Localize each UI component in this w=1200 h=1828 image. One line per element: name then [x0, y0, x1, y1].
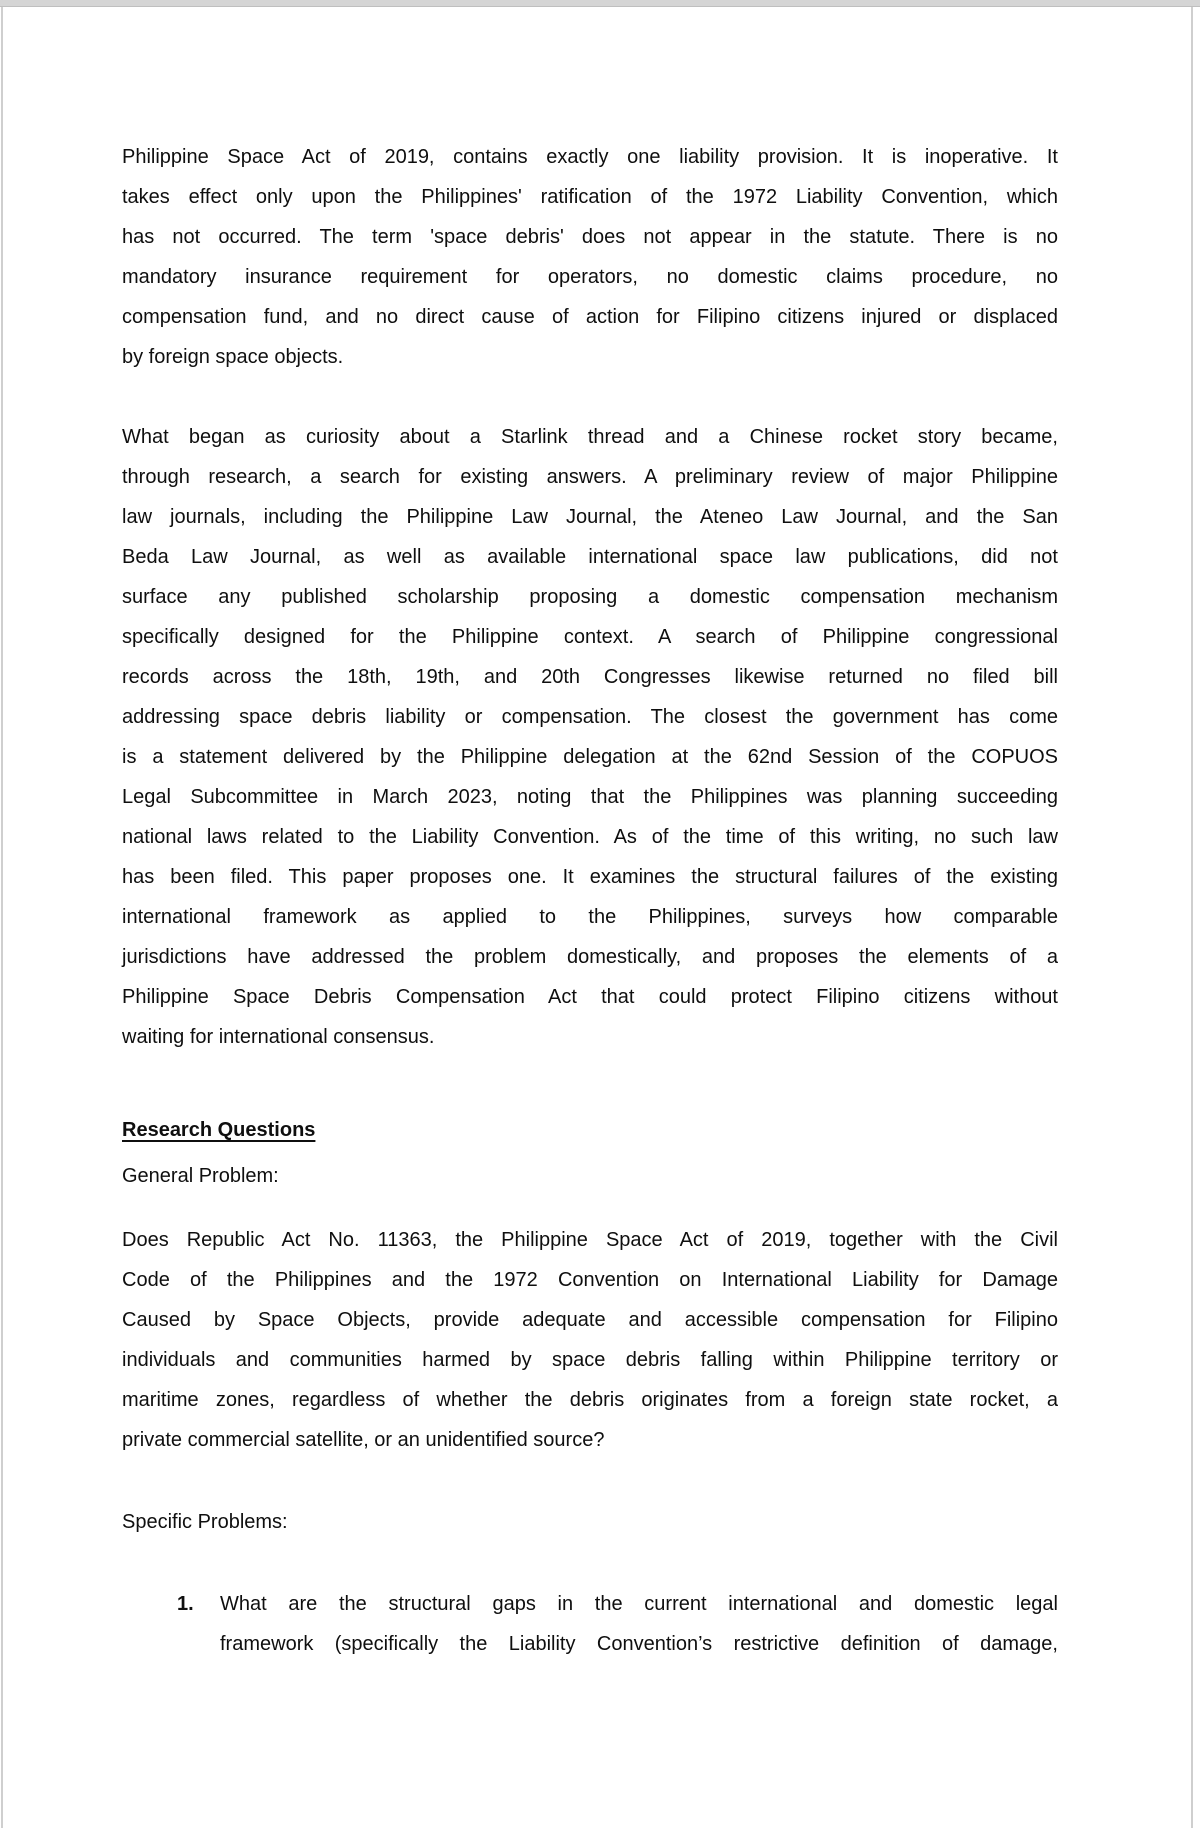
paragraph-space-act — [122, 137, 1058, 377]
text-line: individuals and communities harmed by space debris falling within Philippine territory or — [122, 1349, 1058, 1371]
general-problem-label: General Problem: — [122, 1165, 279, 1187]
text-line: Beda Law Journal, as well as available international space law publications, did not — [122, 546, 1058, 568]
text-line: international framework as applied to the Philippines, surveys how comparable — [122, 906, 1058, 928]
paragraph-general-problem — [122, 1220, 1058, 1460]
text-line: private commercial satellite, or an unidentified source? — [122, 1429, 605, 1451]
list-item-text — [220, 1584, 1058, 1664]
text-line: Code of the Philippines and the 1972 Convention on International Liability for Damage — [122, 1269, 1058, 1291]
text-line: Does Republic Act No. 11363, the Philippine Space Act of 2019, together with the Civil — [122, 1229, 1058, 1251]
text-line: mandatory insurance requirement for operators, no domestic claims procedure, no — [122, 266, 1058, 288]
numbered-list-item-1 — [122, 1584, 1058, 1664]
list-item-number: 1. — [177, 1593, 194, 1615]
document-content — [122, 0, 1058, 1664]
text-line: framework (specifically the Liability Convention’s restrictive definition of damage, — [220, 1633, 1058, 1655]
text-line: takes effect only upon the Philippines' ratification of the 1972 Liability Convention, which — [122, 186, 1058, 208]
text-line: records across the 18th, 19th, and 20th Congresses likewise returned no filed bill — [122, 666, 1058, 688]
text-line: has been filed. This paper proposes one. It examines the structural failures of the existing — [122, 866, 1058, 888]
text-line: has not occurred. The term 'space debris' does not appear in the statute. There is no — [122, 226, 1058, 248]
text-line: waiting for international consensus. — [122, 1026, 435, 1048]
text-line: specifically designed for the Philippine context. A search of Philippine congressional — [122, 626, 1058, 648]
text-line: maritime zones, regardless of whether the debris originates from a foreign state rocket, a — [122, 1389, 1058, 1411]
text-line: through research, a search for existing answers. A preliminary review of major Philippine — [122, 466, 1058, 488]
text-line: compensation fund, and no direct cause of action for Filipino citizens injured or displaced — [122, 306, 1058, 328]
text-line: is a statement delivered by the Philippine delegation at the 62nd Session of the COPUOS — [122, 746, 1058, 768]
text-line: Philippine Space Debris Compensation Act that could protect Filipino citizens without — [122, 986, 1058, 1008]
text-line: Caused by Space Objects, provide adequate and accessible compensation for Filipino — [122, 1309, 1058, 1331]
paragraph-research-background — [122, 417, 1058, 1057]
text-line: What began as curiosity about a Starlink thread and a Chinese rocket story became, — [122, 426, 1058, 448]
page-right-border — [1191, 7, 1193, 1828]
text-line: What are the structural gaps in the current international and domestic legal — [220, 1593, 1058, 1615]
text-line: addressing space debris liability or compensation. The closest the government has come — [122, 706, 1058, 728]
text-line: Philippine Space Act of 2019, contains exactly one liability provision. It is inoperative. It — [122, 146, 1058, 168]
text-line: law journals, including the Philippine Law Journal, the Ateneo Law Journal, and the San — [122, 506, 1058, 528]
specific-problems-label: Specific Problems: — [122, 1511, 288, 1533]
text-line: national laws related to the Liability Convention. As of the time of this writing, no such law — [122, 826, 1058, 848]
text-line: jurisdictions have addressed the problem domestically, and proposes the elements of a — [122, 946, 1058, 968]
research-questions-heading: Research Questions — [122, 1119, 316, 1141]
text-line: by foreign space objects. — [122, 346, 344, 368]
text-line: surface any published scholarship proposing a domestic compensation mechanism — [122, 586, 1058, 608]
text-line: Legal Subcommittee in March 2023, noting that the Philippines was planning succeeding — [122, 786, 1058, 808]
page-left-border — [1, 7, 3, 1828]
